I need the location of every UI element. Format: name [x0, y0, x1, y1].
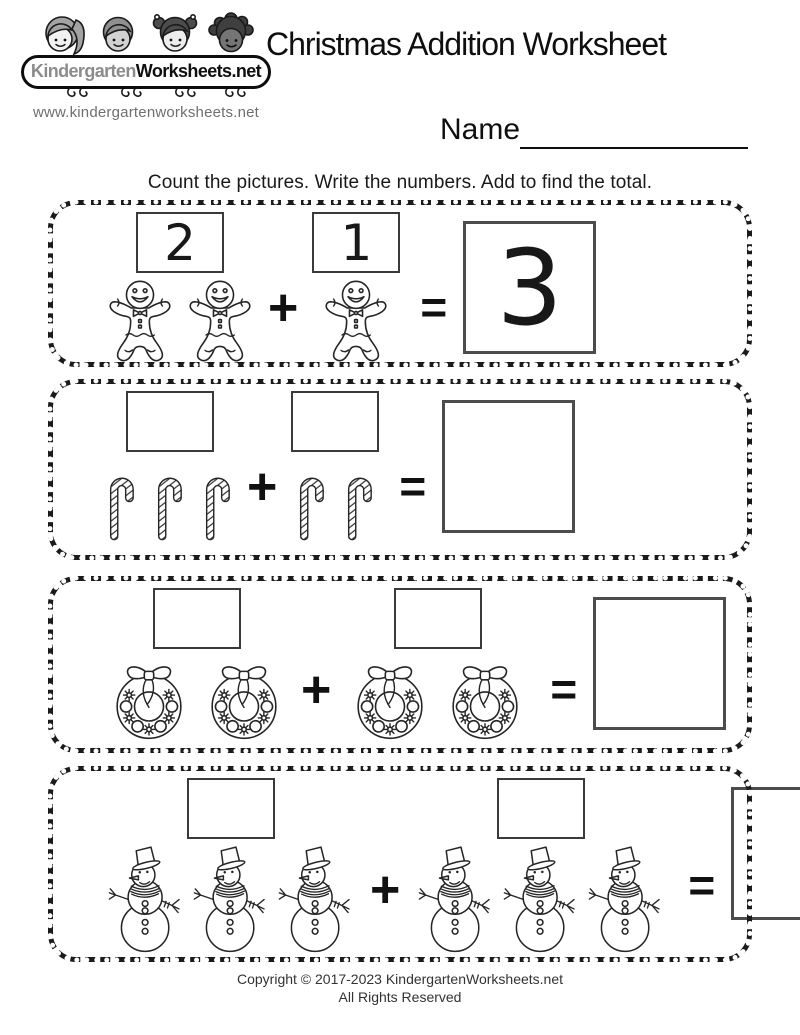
total-box[interactable]	[731, 787, 800, 920]
addend2-icons	[294, 458, 377, 546]
candy-cane-icon	[200, 458, 235, 546]
logo-sign	[21, 55, 271, 89]
instruction-text: Count the pictures. Write the numbers. Add to find the total.	[147, 172, 653, 193]
addend1-box[interactable]	[136, 212, 224, 273]
problem-row-gingerbread	[46, 198, 754, 369]
snowman-icon	[414, 843, 498, 957]
wreath-icon	[345, 655, 435, 743]
page-title: Christmas Addition Worksheet	[266, 26, 667, 62]
copyright-text: Copyright © 2017-2023 KindergartenWorksheets.net	[236, 971, 564, 987]
snowman-icon	[499, 843, 583, 957]
snowman-icon	[189, 843, 273, 957]
gingerbread-man-icon	[104, 279, 176, 363]
snowman-icon	[584, 843, 668, 957]
addend2-box[interactable]	[497, 778, 585, 839]
addend1-icons	[104, 279, 256, 363]
logo-brand-black: Worksheets.net	[135, 61, 262, 81]
plus-sign: +	[301, 661, 332, 719]
plus-sign: +	[247, 458, 278, 516]
site-logo	[20, 6, 272, 121]
addend1-group	[104, 588, 289, 743]
candy-cane-icon	[104, 458, 139, 546]
total-box[interactable]	[442, 400, 575, 533]
wreath-icon	[104, 655, 194, 743]
plus-sign: +	[268, 279, 299, 337]
gingerbread-man-icon	[184, 279, 256, 363]
name-label: Name	[440, 113, 521, 146]
addend1-icons	[104, 458, 235, 546]
addend2-icons	[320, 279, 392, 363]
problem-row-candy-cane	[46, 377, 754, 562]
candy-cane-icon	[152, 458, 187, 546]
addend1-icons	[104, 655, 289, 743]
addend1-group	[104, 778, 358, 957]
addend1-icons	[104, 843, 358, 957]
total-box[interactable]	[593, 597, 726, 730]
problem-row-snowman	[46, 764, 754, 964]
logo-brand-gray: Kindergarten	[30, 61, 136, 81]
addend2-box[interactable]	[312, 212, 400, 273]
snowman-icon	[104, 843, 188, 957]
addend1-group	[104, 391, 235, 546]
addend2-box[interactable]	[394, 588, 482, 649]
addend2-icons	[414, 843, 668, 957]
addend2-group	[414, 778, 668, 957]
logo-url: www.kindergartenworksheets.net	[32, 104, 260, 121]
addend2-value: 1	[340, 213, 373, 272]
candy-cane-icon	[342, 458, 377, 546]
plus-sign: +	[370, 861, 401, 919]
addend2-group	[345, 588, 530, 743]
wreath-icon	[199, 655, 289, 743]
candy-cane-icon	[294, 458, 329, 546]
equals-sign: =	[550, 663, 578, 715]
name-row	[440, 113, 748, 149]
equals-sign: =	[420, 281, 448, 333]
addend1-box[interactable]	[126, 391, 214, 452]
total-box[interactable]	[463, 221, 596, 354]
addend2-icons	[345, 655, 530, 743]
addend1-group	[104, 212, 256, 363]
rights-text: All Rights Reserved	[338, 989, 462, 1005]
addend1-value: 2	[164, 213, 196, 272]
problem-row-wreath	[46, 574, 754, 755]
wreath-icon	[440, 655, 530, 743]
addend2-group	[312, 212, 400, 363]
addend1-box[interactable]	[153, 588, 241, 649]
name-write-line[interactable]	[520, 113, 748, 149]
total-value: 3	[496, 226, 563, 349]
equals-sign: =	[688, 859, 716, 911]
addend2-group	[291, 391, 379, 546]
gingerbread-man-icon	[320, 279, 392, 363]
addend1-box[interactable]	[187, 778, 275, 839]
footer	[0, 971, 800, 1005]
equals-sign: =	[399, 460, 427, 512]
snowman-icon	[274, 843, 358, 957]
addend2-box[interactable]	[291, 391, 379, 452]
